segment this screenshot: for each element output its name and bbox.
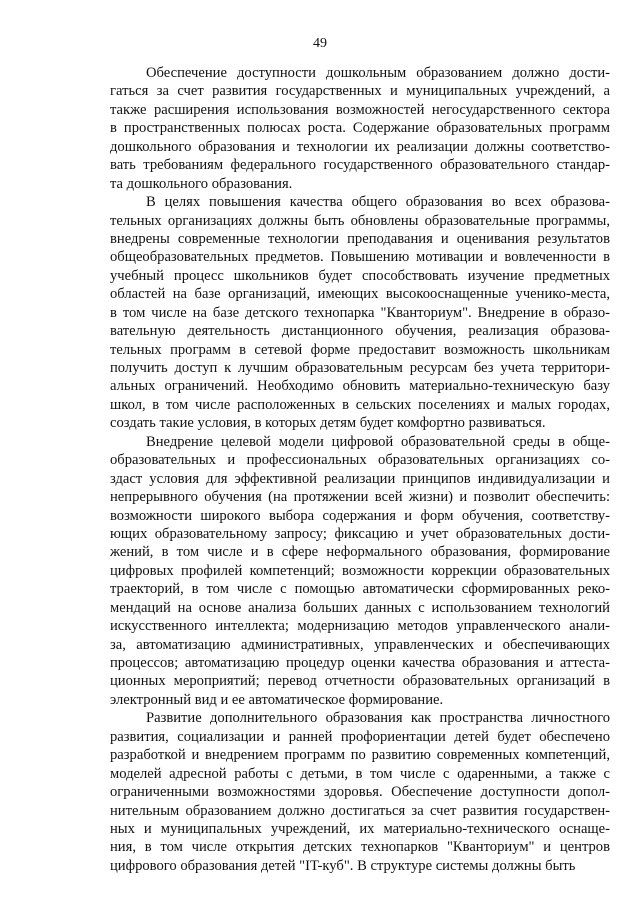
text-line: В целях повышения качества общего образования во всех образова- — [146, 194, 610, 211]
text-line: Развитие дополнительного образования как пространства личностного — [146, 710, 610, 727]
text-line: ния, в том числе открытия детских технопарков "Кванториум" и центров — [110, 839, 610, 856]
text-line: цифрового образования детей "IT-куб". В структуре системы должны быть — [110, 857, 576, 874]
text-line: гаться за счет развития государственных и муниципальных учреждений, а — [110, 83, 610, 100]
text-line: вать требованиям федерального государственного образовательного стандар- — [110, 157, 610, 174]
text-line: нительным образованием должно достигаться за счет развития государствен- — [110, 802, 610, 819]
text-line: развития, социализации и ранней профориентации детей будет обеспечено — [110, 728, 610, 745]
text-line: искусственного интеллекта; модернизацию методов управленческого анали- — [110, 618, 610, 635]
text-line: ционных мероприятий; перевод отчетности образовательных организаций в — [110, 673, 610, 690]
paragraph — [110, 64, 610, 193]
paragraph — [110, 433, 610, 710]
text-line: ющих образовательному запросу; фиксацию и учет образовательных дости- — [110, 525, 610, 542]
text-line: учебный процесс школьников будет способствовать изучение предметных — [110, 267, 610, 284]
text-line: вательную деятельность дистанционного обучения, реализация образова- — [110, 323, 610, 340]
paragraph — [110, 709, 610, 875]
text-line: цифровых профилей компетенций; возможности коррекции образовательных — [110, 562, 610, 579]
text-line: электронный вид и ее автоматическое формирование. — [110, 691, 444, 708]
text-line: тельных организациях должны быть обновлены образовательные программы, — [110, 212, 610, 229]
text-line: Обеспечение доступности дошкольным образованием должно дости- — [146, 65, 610, 81]
text-line: ных и муниципальных учреждений, их материально-технического оснаще- — [110, 820, 610, 837]
text-line: создать такие условия, в которых детям будет комфортно развиваться. — [110, 415, 546, 432]
text-line: Внедрение целевой модели цифровой образовательной среды в обще- — [146, 433, 610, 450]
text-line: разработкой и внедрением программ по развитию современных компетенций, — [110, 747, 610, 764]
body-text — [110, 64, 610, 875]
text-line: здаст условия для эффективной реализации принципов индивидуализации и — [110, 470, 610, 487]
text-line: ограниченными возможностями здоровья. Обеспечение доступности допол- — [110, 784, 610, 801]
text-line: в пространственных полюсах роста. Содержание образовательных программ — [110, 120, 610, 137]
text-line: жений, в том числе и в сфере неформального образования, формирование — [110, 544, 610, 561]
text-line: областей на базе организаций, имеющих высокооснащенные ученико-места, — [110, 286, 610, 303]
text-line: возможности широкого выбора содержания и форм обучения, соответству- — [110, 507, 610, 524]
text-line: процессов; автоматизацию процедур оценки качества образования и аттеста- — [110, 655, 610, 671]
text-line: школ, в том числе расположенных в сельских поселениях и малых городах, — [110, 396, 610, 413]
text-line: в том числе на базе детского технопарка "Кванториум". Внедрение в образо- — [110, 304, 610, 321]
text-line: непрерывного обучения (на протяжении всей жизни) и позволит обеспечить: — [110, 489, 610, 506]
text-line: общеобразовательных предметов. Повышению мотивации и вовлеченности в — [110, 249, 610, 266]
text-line: мендаций на основе анализа больших данных с использованием технологий — [110, 599, 610, 616]
page-number: 49 — [313, 36, 327, 51]
text-line: тельных программ в сетевой форме предоставит возможность школьникам — [110, 341, 610, 358]
text-line: моделей адресной работы с детьми, в том числе с одаренными, а также с — [110, 765, 610, 782]
text-line: внедрены современные технологии преподавания и оценивания результатов — [110, 230, 610, 247]
text-line: за, автоматизацию административных, управленческих и обеспечивающих — [110, 636, 610, 653]
text-line: траекторий, в том числе с помощью автоматически сформированных реко- — [110, 581, 610, 598]
paragraph — [110, 193, 610, 433]
text-line: образовательных и профессиональных образовательных организациях со- — [110, 452, 610, 469]
text-line: дошкольного образования и технологии их реализации должны соответство- — [110, 138, 610, 155]
text-line: также расширения использования возможностей негосударственного сектора — [110, 101, 610, 118]
text-line: та дошкольного образования. — [110, 175, 293, 192]
text-line: альных ограничений. Необходимо обновить материально-техническую базу — [110, 378, 610, 395]
text-line: получить доступ к лучшим образовательным ресурсам без учета территори- — [110, 360, 610, 376]
